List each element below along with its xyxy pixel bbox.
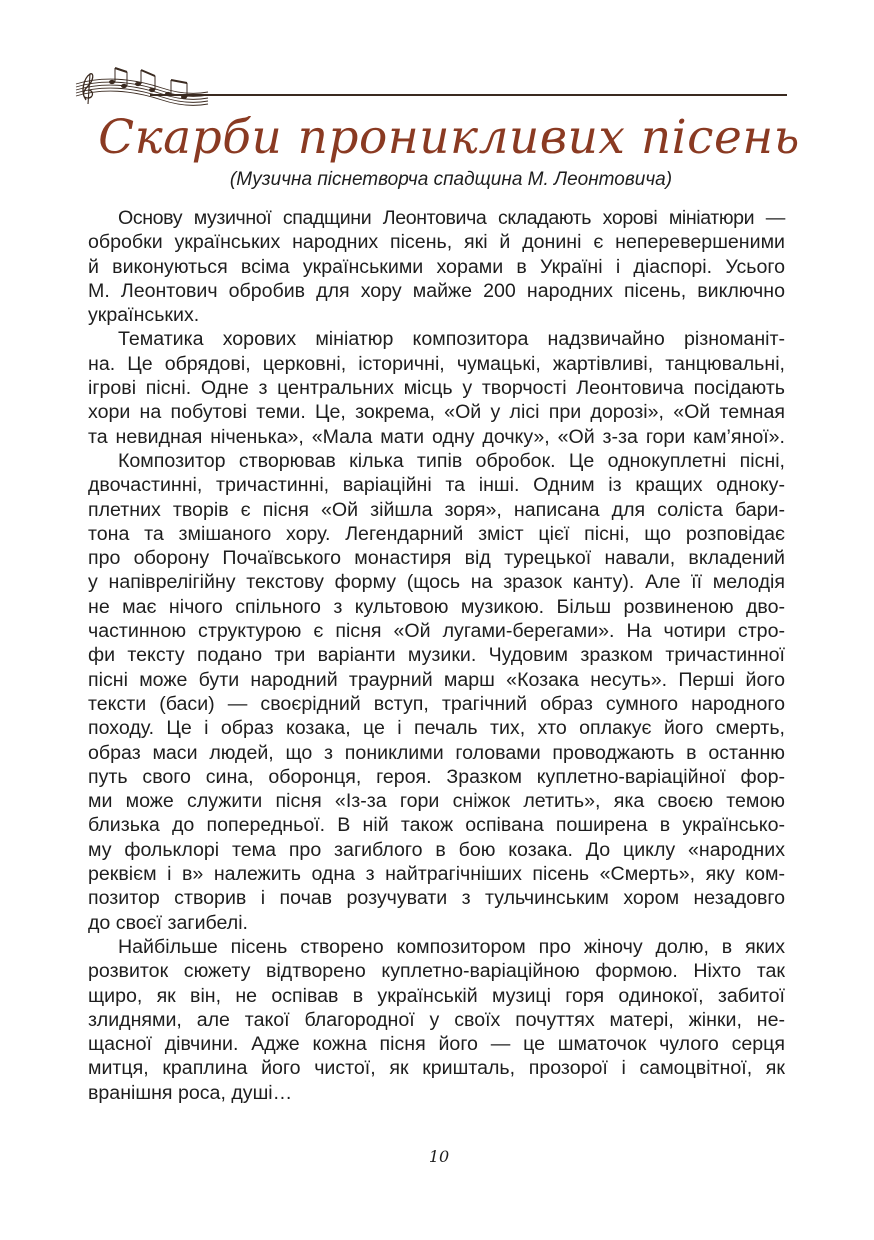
text-line: пісні може бути народний траурний марш «Козака несуть». Перші його [88, 668, 785, 691]
text-line: ми може служити пісня «Із-за гори сніжок летить», яка своєю темою [88, 790, 785, 813]
music-staff-ornament-icon [72, 62, 212, 110]
paragraph-1 [88, 206, 785, 327]
header-rule [150, 94, 787, 96]
page-subtitle: (Музична піснетворча спадщина М. Леонтовича) [229, 169, 673, 190]
text-line: му фольклорі тема про загиблого в бою козака. До циклу «народних [88, 838, 785, 861]
text-line: реквієм і в» належить одна з найтрагічніших пісень «Смерть», яку ком- [88, 863, 785, 886]
text-line: плетних творів є пісня «Ой зійшла зоря», написана для соліста бари- [88, 498, 785, 521]
text-line: українських. [88, 304, 200, 327]
text-line: злиднями, але такої благородної у своїх почуттях матері, жінки, не- [88, 1008, 785, 1031]
paragraph-4 [88, 935, 785, 1105]
text-line: та невидная ніченька», «Мала мати одну дочку», «Ой з-за гори кам’яної». [88, 425, 785, 448]
text-line: Тематика хорових мініатюр композитора надзвичайно різноманіт- [118, 328, 785, 351]
text-line: щиро, як він, не оспівав в українській музиці горя одинокої, забитої [88, 984, 785, 1007]
text-line: близька до попередньої. В ній також оспівана поширена в українсько- [88, 814, 785, 837]
text-line: Основу музичної спадщини Леонтовича складають хорові мініатюри — [118, 207, 785, 229]
text-line: фи тексту подано три варіанти музики. Чудовим зразком тричастинної [88, 644, 785, 667]
text-line: походу. Це і образ козака, це і печаль тих, хто оплакує його смерть, [88, 717, 785, 740]
text-line: на. Це обрядові, церковні, історичні, чумацькі, жартівливі, танцювальні, [88, 352, 785, 375]
page-number: 10 [428, 1147, 450, 1166]
text-line: хори на побутові теми. Це, зокрема, «Ой у лісі при дорозі», «Ой темная [88, 401, 785, 424]
text-line: ігрові пісні. Одне з центральних місць у творчості Леонтовича посідають [88, 377, 785, 400]
paragraph-3 [88, 449, 785, 935]
article-body [88, 206, 785, 1105]
text-line: не має нічого спільного з культовою музикою. Більш розвиненою дво- [88, 595, 785, 618]
text-line: щасної дівчини. Адже кожна пісня його — це шматочок чулого серця [88, 1033, 785, 1056]
paragraph-2 [88, 327, 785, 448]
text-line: тона та змішаного хору. Легендарний зміст цієї пісні, що розповідає [88, 522, 785, 545]
page-title: Скарби проникливих пісень [98, 110, 800, 165]
text-line: обробки українських народних пісень, які й донині є неперевершеними [88, 231, 785, 254]
text-line: путь свого сина, оборонця, героя. Зразком куплетно-варіаційної фор- [88, 765, 785, 788]
text-line: розвиток сюжету відтворено куплетно-варіаційною формою. Ніхто так [88, 960, 785, 983]
text-line: двочастинні, тричастинні, варіаційні та інші. Одним із кращих одноку- [88, 474, 785, 497]
text-line: тексти (баси) — своєрідний вступ, трагічний образ сумного народного [88, 692, 785, 715]
text-line: у напіврелігійну текстову форму (щось на зразок канту). Але її мелодія [88, 571, 785, 594]
text-line: про оборону Почаївського монастиря від турецької навали, вкладений [88, 547, 785, 570]
text-line: Найбільше пісень створено композитором про жіночу долю, в яких [118, 935, 785, 958]
text-line: вранішня роса, душі… [88, 1081, 293, 1104]
text-line: М. Леонтович обробив для хору майже 200 народних пісень, виключно [88, 279, 785, 302]
text-line: Композитор створював кілька типів обробок. Це однокуплетні пісні, [118, 449, 785, 472]
text-line: до своєї загибелі. [88, 911, 248, 934]
text-line: частинною структурою є пісня «Ой лугами-берегами». На чотири стро- [88, 620, 785, 643]
text-line: позитор створив і почав розучувати з тульчинським хором незадовго [88, 887, 785, 910]
text-line: й виконуються всіма українськими хорами в Україні і діаспорі. Усього [88, 255, 785, 278]
text-line: митця, краплина його чистої, як кришталь, прозорої і самоцвітної, як [88, 1057, 785, 1080]
text-line: образ маси людей, що з пониклими головами проводжають в останню [88, 741, 785, 764]
